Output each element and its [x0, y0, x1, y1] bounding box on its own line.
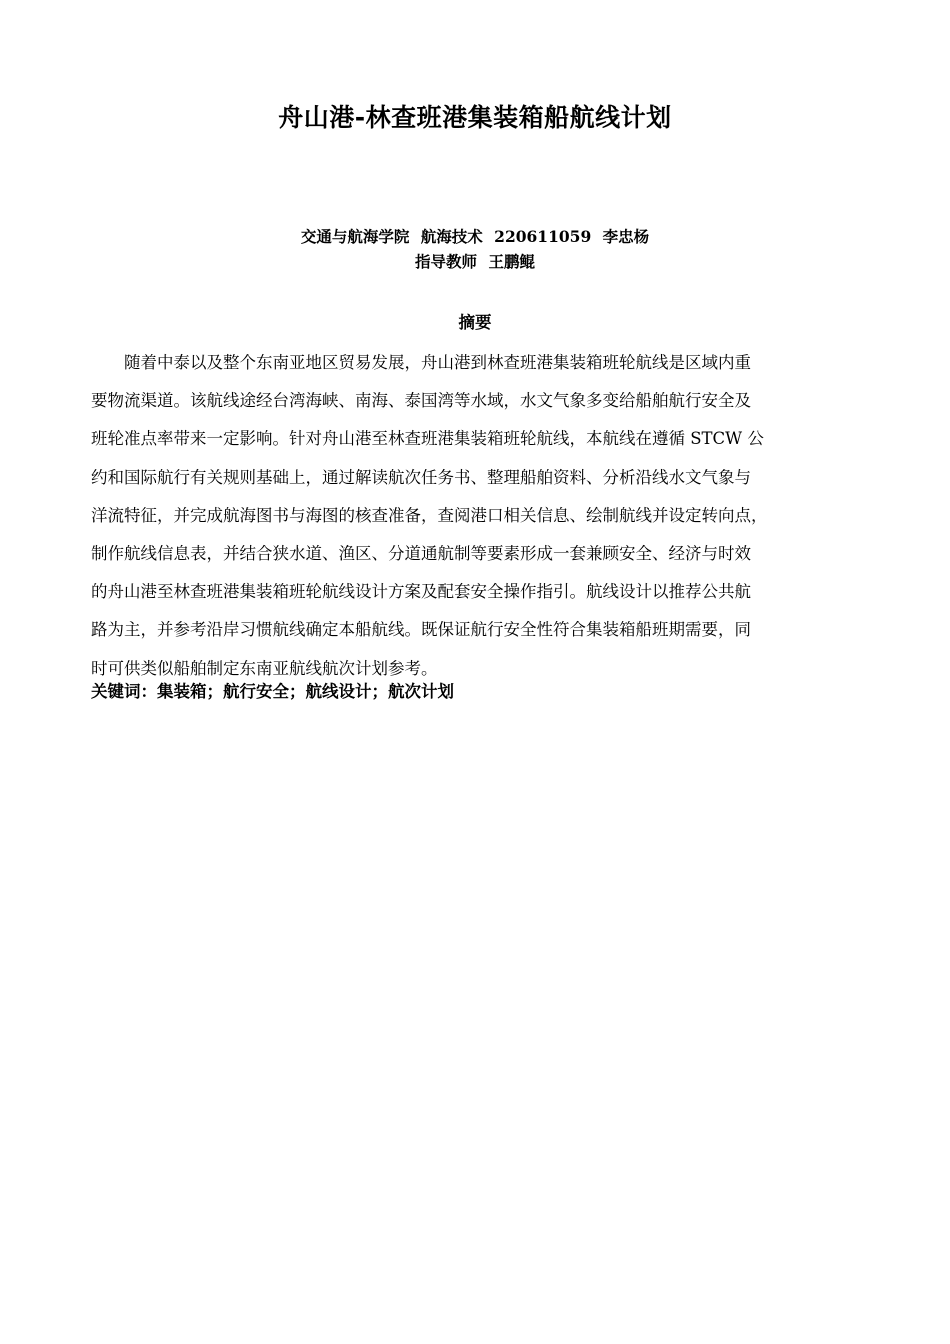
author-line	[0, 224, 950, 249]
abstract-line: 随着中泰以及整个东南亚地区贸易发展，舟山港到林查班港集装箱班轮航线是区域内重	[124, 353, 751, 372]
advisor-label: 指导教师	[415, 252, 478, 271]
author-major: 航海技术	[420, 227, 483, 246]
abstract-line: 约和国际航行有关规则基础上，通过解读航次任务书、整理船舶资料、分析沿线水文气象与	[91, 467, 751, 487]
abstract-line: 要物流渠道。该航线途经台湾海峡、南海、泰国湾等水域，水文气象多变给船舶航行安全及	[91, 391, 751, 411]
author-block	[0, 224, 950, 274]
abstract-line: 班轮准点率带来一定影响。针对舟山港至林查班港集装箱班轮航线，本航线在遵循 STCW 公	[91, 429, 764, 449]
author-student-id: 220611059	[494, 227, 592, 246]
abstract-line: 的舟山港至林查班港集装箱班轮航线设计方案及配套安全操作指引。航线设计以推荐公共航	[91, 582, 751, 602]
abstract-line: 制作航线信息表，并结合狭水道、渔区、分道通航制等要素形成一套兼顾安全、经济与时效	[91, 543, 751, 563]
abstract-line: 时可供类似船舶制定东南亚航线航次计划参考。	[91, 658, 438, 678]
advisor-line	[0, 249, 950, 274]
document-title: 舟山港-林查班港集装箱船航线计划	[278, 103, 672, 132]
author-school: 交通与航海学院	[300, 227, 410, 246]
abstract-heading: 摘要	[458, 313, 492, 332]
advisor-name: 王鹏鲲	[488, 252, 535, 271]
keywords: 关键词：集装箱；航行安全；航线设计；航次计划	[91, 682, 454, 701]
abstract-line: 路为主，并参考沿岸习惯航线确定本船航线。既保证航行安全性符合集装箱船班期需要，同	[91, 620, 751, 640]
author-name: 李忠杨	[602, 227, 650, 246]
abstract-body	[91, 344, 871, 688]
abstract-line: 洋流特征，并完成航海图书与海图的核查准备，查阅港口相关信息、绘制航线并设定转向点，	[91, 505, 768, 525]
